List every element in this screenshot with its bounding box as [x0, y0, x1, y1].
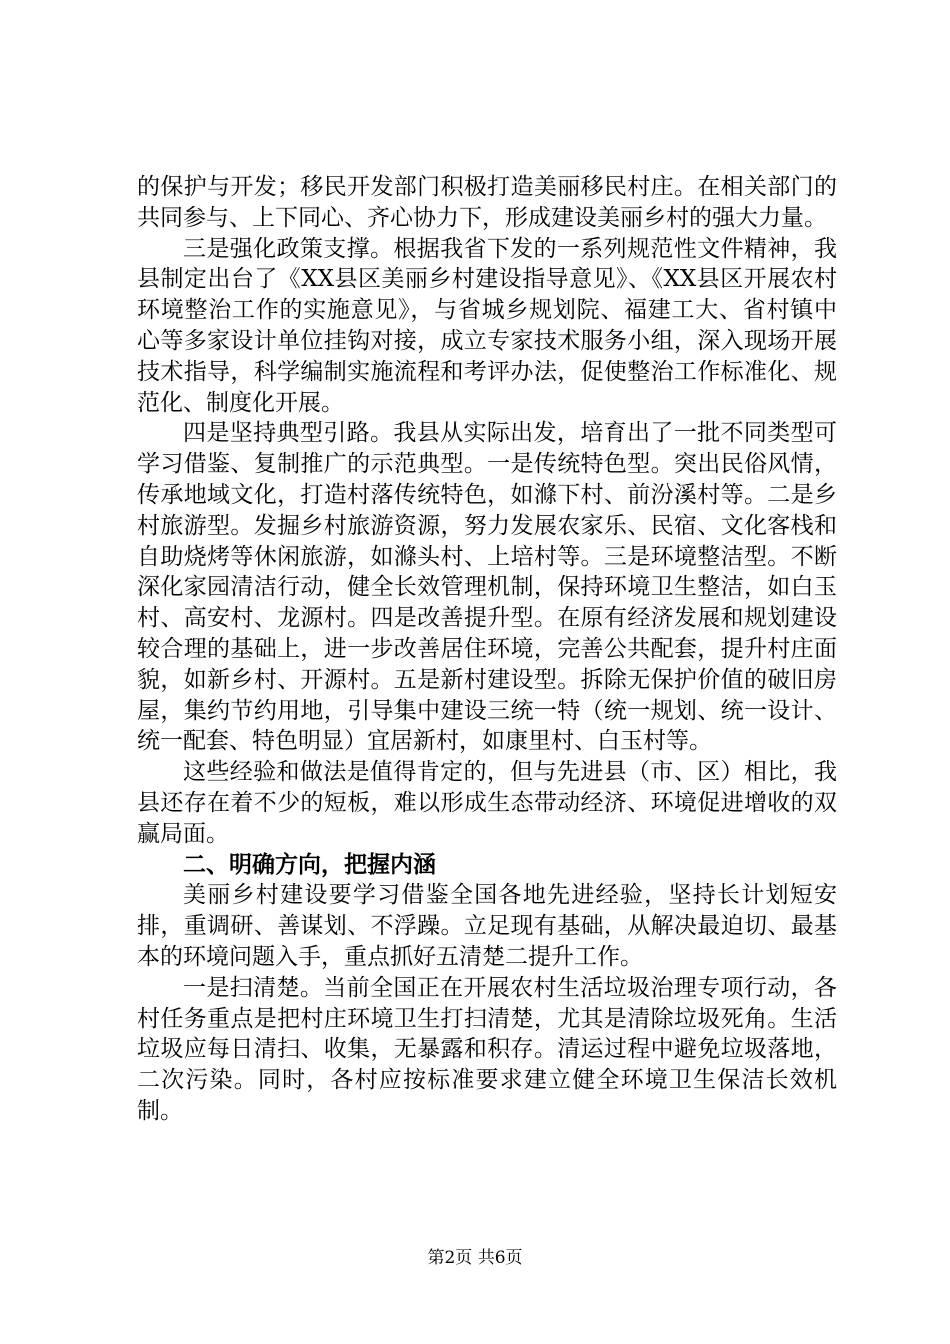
paragraph-shortcomings: 这些经验和做法是值得肯定的，但与先进县（市、区）相比，我县还存在着不少的短板，难以形成生态带动经济、环境促进增收的双赢局面。	[137, 759, 837, 847]
page-footer: 第2页 共6页	[427, 1248, 523, 1268]
paragraph-direction: 美丽乡村建设要学习借鉴全国各地先进经验，坚持长计划短安排，重调研、善谋划、不浮躁。立足现有基础，从解决最迫切、最基本的环境问题入手，重点抓好五清楚二提升工作。	[137, 882, 837, 970]
paragraph-continuation: 的保护与开发；移民开发部门积极打造美丽移民村庄。在相关部门的共同参与、上下同心、齐心协力下，形成建设美丽乡村的强大力量。	[137, 174, 837, 231]
paragraph-sweep-clean: 一是扫清楚。当前全国正在开展农村生活垃圾治理专项行动，各村任务重点是把村庄环境卫生打扫清楚，尤其是清除垃圾死角。生活垃圾应每日清扫、收集，无暴露和积存。清运过程中避免垃圾落地，二次污染。同时，各村应按标准要求建立健全环境卫生保洁长效机制。	[137, 974, 837, 1124]
paragraph-policy-support: 三是强化政策支撑。根据我省下发的一系列规范性文件精神，我县制定出台了《XX县区美丽乡村建设指导意见》、《XX县区开展农村环境整治工作的实施意见》，与省城乡规划院、福建工大、省村镇中心等多家设计单位挂钩对接，成立专家技术服务小组，深入现场开展技术指导，科学编制实施流程和考评办法，促使整治工作标准化、规范化、制度化开展。	[137, 235, 837, 416]
paragraph-typical-examples: 四是坚持典型引路。我县从实际出发，培育出了一批不同类型可学习借鉴、复制推广的示范典型。一是传统特色型。突出民俗风情，传承地域文化，打造村落传统特色，如滌下村、前汾溪村等。二是乡村旅游型。发掘乡村旅游资源，努力发展农家乐、民宿、文化客栈和自助烧烤等休闲旅游，如滌头村、上培村等。三是环境整洁型。不断深化家园清洁行动，健全长效管理机制，保持环境卫生整洁，如白玉村、高安村、龙源村。四是改善提升型。在原有经济发展和规划建设较合理的基础上，进一步改善居住环境，完善公共配套，提升村庄面貌，如新乡村、开源村。五是新村建设型。拆除无保护价值的破旧房屋，集约节约用地，引导集中建设三统一特（统一规划、统一设计、统一配套、特色明显）宜居新村，如康里村、白玉村等。	[137, 420, 837, 755]
section-heading: 二、明确方向，把握内涵	[183, 851, 436, 878]
document-body	[137, 172, 837, 1127]
